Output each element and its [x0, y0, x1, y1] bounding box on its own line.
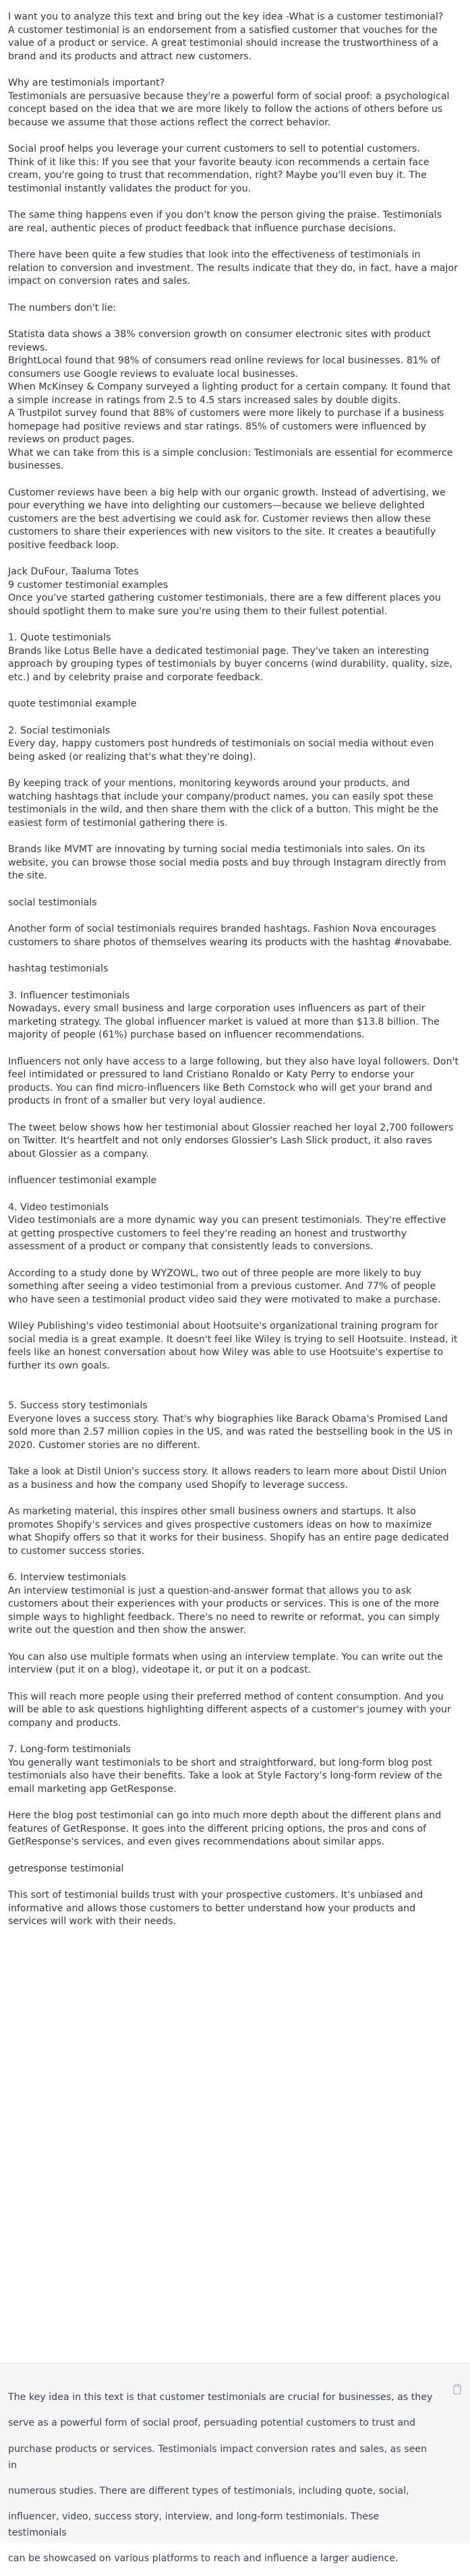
user-message-line: Here the blog post testimonial can go into much more depth about the different plans and [8, 1810, 442, 1821]
user-message-line: pour everything we have into delighting our customers—because we believe delighted [8, 500, 425, 511]
assistant-message-line: The key idea in this text is that customer testimonials are crucial for businesses, as they [8, 2392, 433, 2403]
paragraph-gap [8, 1452, 460, 1466]
user-message-line: influencer testimonial example [8, 1175, 157, 1186]
user-message-line: interview (put it on a blog), videotape it, or put it on a podcast. [8, 1665, 312, 1675]
user-message-line: positive feedback loop. [8, 539, 119, 551]
user-message-line: GetResponse's services, and even gives recommendations about similar apps. [8, 1836, 384, 1847]
paragraph-gap [8, 1386, 460, 1400]
user-message-line: customers to share photos of themselves wearing its products with the hashtag #novababe. [8, 936, 452, 948]
assistant-message-line: influencer, video, success story, interview, and long-form testimonials. These testimonials [8, 2511, 380, 2538]
paragraph-gap [8, 315, 460, 328]
user-message-line: 1. Quote testimonials [8, 632, 111, 643]
user-message-line: What we can take from this is a simple conclusion: Testimonials are essential for ecommerce [8, 447, 453, 458]
user-message-line: businesses. [8, 460, 64, 471]
user-message-line: A customer testimonial is an endorsement from a satisfied customer that vouches for the [8, 24, 438, 36]
user-message-line: Customer reviews have been a big help with our organic growth. Instead of advertising, we [8, 487, 446, 498]
user-message-line: Every day, happy customers post hundreds of testimonials on social media without even [8, 738, 434, 749]
user-message-line: email marketing app GetResponse. [8, 1783, 177, 1795]
user-message-line: quote testimonial example [8, 698, 137, 709]
user-message-line: Influencers not only have access to a large following, but they also have loyal followers. Don't [8, 1056, 459, 1067]
user-message-line: products. You can find micro-influencers like Beth Comstock who will get your brand and [8, 1082, 432, 1094]
user-message-line: consumers use Google reviews to evaluate local businesses. [8, 368, 299, 380]
paragraph-gap [8, 1796, 460, 1809]
user-message-line: Brands like MVMT are innovating by turning social media testimonials into sales. On its [8, 844, 425, 855]
user-message-line: An interview testimonial is just a question-and-answer format that allows you to ask [8, 1585, 412, 1596]
paragraph-gap [8, 63, 460, 77]
user-message-line: watching hashtags that include your company/product names, you can easily spot these [8, 791, 434, 802]
user-message-line: 5. Success story testimonials [8, 1400, 148, 1411]
user-message-line: further its own goals. [8, 1360, 110, 1371]
paragraph-gap [8, 235, 460, 249]
user-message-line: simple ways to highlight feedback. There's no need to rewrite or reformat, you can simply [8, 1611, 440, 1623]
user-message-line: Once you've started gathering customer testimonials, there are a few different places you [8, 593, 441, 603]
user-message-line: homepage had positive reviews and star ratings. 85% of customers were influenced by [8, 421, 427, 432]
user-message-line: promotes Shopify's services and gives prospective customers ideas on how to maximize [8, 1519, 432, 1530]
user-message-text [8, 11, 460, 1929]
user-message-line: According to a study done by WYZOWL, two out of three people are more likely to buy [8, 1267, 421, 1279]
user-message-line: informative and allows those customers to better understand how your products and [8, 1903, 416, 1914]
user-message-line: 9 customer testimonial examples [8, 579, 169, 591]
user-message-line: relation to conversion and investment. The results indicate that they do, in fact, have a major [8, 262, 458, 274]
paragraph-gap [8, 1373, 460, 1386]
user-message-line: to customer success stories. [8, 1545, 145, 1557]
user-message-line: a simple increase in ratings from 2.5 to 4.5 stars increased sales by double digits. [8, 394, 401, 406]
assistant-message-line: purchase products or services. Testimonials impact conversion rates and sales, as seen in [8, 2443, 428, 2471]
user-message-line: Why are testimonials important? [8, 78, 165, 88]
user-message-line: There have been quite a few studies that look into the effectiveness of testimonials in [8, 249, 421, 260]
assistant-message [0, 2363, 470, 2565]
user-message-line: This sort of testimonial builds trust with your prospective customers. It's unbiased and [8, 1890, 423, 1900]
user-message-line: Wiley Publishing's video testimonial about Hootsuite's organizational training program for [8, 1321, 438, 1331]
paragraph-gap [8, 909, 460, 923]
user-message-line: reviews. [8, 342, 48, 353]
user-message-line: approach by grouping types of testimonials by buyer concerns (wind durability, quality, size, [8, 659, 452, 669]
paragraph-gap [8, 1492, 460, 1505]
paragraph-gap [8, 552, 460, 566]
user-message-line: write out the question and then show the answer. [8, 1625, 246, 1636]
user-message-line: customers are the best advertising we could ask for. Customer reviews then allow these [8, 513, 431, 525]
user-message-line: impact on conversion rates and sales. [8, 276, 191, 287]
paragraph-gap [8, 473, 460, 487]
user-message-line: Take a look at Distil Union's success story. It allows readers to learn more about Distil Union [8, 1466, 447, 1477]
paragraph-gap [8, 1876, 460, 1889]
user-message-line: who have seen a testimonial product video said they were motivated to make a purchase. [8, 1294, 441, 1305]
user-message-line: Nowadays, every small business and large corporation uses influencers as part of their [8, 1003, 425, 1014]
user-message-line: assessment of a product or company that consistently leads to conversions. [8, 1241, 374, 1252]
user-message-line: 4. Video testimonials [8, 1201, 109, 1213]
user-message-line: reviews on product pages. [8, 434, 135, 445]
assistant-message-line: serve as a powerful form of social proof, persuading potential customers to trust and [8, 2418, 416, 2429]
user-message-line: testimonials in the wild, and then share them with the click of a button. This might be the [8, 804, 439, 815]
user-message-line: will be able to ask questions highlighting different aspects of a customer's journey with your [8, 1704, 451, 1715]
paragraph-gap [8, 711, 460, 725]
user-message-line: Everyone loves a success story. That's why biographies like Barack Obama's Promised Land [8, 1413, 448, 1425]
user-message-line: on Twitter. It's heartfelt and not only endorses Glossier's Lash Slick product, it also raves [8, 1135, 432, 1146]
user-message-line: brand and its products and attract new customers. [8, 51, 252, 62]
paragraph-gap [8, 1849, 460, 1863]
paragraph-gap [8, 830, 460, 843]
assistant-message-text [8, 2380, 433, 2576]
user-message-line: 2. Social testimonials [8, 725, 111, 736]
user-message-line: the site. [8, 870, 47, 881]
user-message-line: website, you can browse those social media posts and buy through Instagram directly from [8, 857, 446, 868]
user-message-line: about Glossier as a company. [8, 1148, 149, 1160]
user-message-line: customers to share their experiences with new visitors to the site. It creates a beautifully [8, 527, 436, 537]
paragraph-gap [8, 1108, 460, 1122]
user-message-line: at getting prospective customers to feel they're reading an honest and trustworthy [8, 1228, 407, 1239]
user-message-line: When McKinsey & Company surveyed a lighting product for a certain company. It found that [8, 382, 451, 392]
paragraph-gap [8, 1730, 460, 1743]
paragraph-gap [8, 883, 460, 897]
user-message-line: By keeping track of your mentions, monitoring keywords around your products, and [8, 778, 410, 789]
user-message-line: This will reach more people using their preferred method of content consumption. And you [8, 1691, 444, 1702]
user-message-line: I want you to analyze this text and bring out the key idea -What is a customer testimonial? [8, 11, 444, 22]
user-message-line: services will work with their needs. [8, 1916, 177, 1927]
paragraph-gap [8, 1307, 460, 1320]
paragraph-gap [8, 1188, 460, 1201]
paragraph-gap [8, 949, 460, 963]
user-message-line: feel intimidated or pressured to land Cristiano Ronaldo or Katy Perry to endorse your [8, 1069, 415, 1080]
user-message-line: BrightLocal found that 98% of consumers read online reviews for local businesses. 81% of [8, 355, 440, 366]
user-message-line: testimonials also have their benefits. Take a look at Style Factory's long-form review of the [8, 1770, 442, 1781]
user-message-line: feels like an honest conversation about how Wiley was able to use Hootsuite's expertise to [8, 1347, 444, 1358]
user-message-line: products in front of a smaller but very loyal audience. [8, 1096, 266, 1106]
user-message-line: testimonial instantly validates the product for you. [8, 183, 252, 194]
user-message-line: social testimonials [8, 897, 97, 908]
paragraph-gap [8, 764, 460, 777]
user-message-line: The numbers don't lie: [8, 302, 117, 313]
user-message-line: The tweet below shows how her testimonial about Glossier reached her loyal 2,700 followers [8, 1122, 454, 1133]
user-message-line: being asked (or realizing that's what they're doing). [8, 751, 256, 762]
user-message-line: Think of it like this: If you see that your favorite beauty icon recommends a certain face [8, 156, 430, 168]
paragraph-gap [8, 129, 460, 143]
user-message-line: A Trustpilot survey found that 88% of customers were more likely to purchase if a business [8, 408, 444, 419]
paragraph-gap [8, 289, 460, 302]
user-message-line: Social proof helps you leverage your current customers to sell to potential customers. [8, 144, 420, 154]
user-message-line: Brands like Lotus Belle have a dedicated testimonial page. They've taken an interesting [8, 645, 430, 657]
user-message-line: You can also use multiple formats when using an interview template. You can write out the [8, 1651, 443, 1663]
user-message-line: hashtag testimonials [8, 963, 109, 974]
user-message-line: Jack DuFour, Taaluma Totes [8, 566, 139, 577]
assistant-message-line: can be showcased on various platforms to reach and influence a larger audience. [8, 2553, 399, 2565]
user-message-line: as a business and how the company used Shopify to leverage success. [8, 1479, 349, 1491]
user-message-line: features of GetResponse. It goes into the different pricing options, the pros and cons of [8, 1823, 427, 1834]
paragraph-gap [8, 976, 460, 990]
user-message-line: Statista data shows a 38% conversion growth on consumer electronic sites with product [8, 329, 431, 340]
assistant-message-line: numerous studies. There are different types of testimonials, including quote, social, [8, 2485, 409, 2496]
paragraph-gap [8, 1042, 460, 1056]
user-message-line: what Shopify offers so that it works for their business. Shopify has an entire page dedicated [8, 1532, 449, 1543]
user-message-line: The same thing happens even if you don't know the person giving the praise. Testimonials [8, 210, 442, 220]
user-message-line: 7. Long-form testimonials [8, 1744, 131, 1755]
user-message-line: Video testimonials are a more dynamic way you can present testimonials. They're effective [8, 1215, 446, 1226]
user-message-line: Another form of social testimonials requires branded hashtags. Fashion Nova encourages [8, 924, 436, 934]
user-message-line: concept based on the idea that we are more likely to follow the actions of others before us [8, 104, 443, 115]
user-message-line: 2020. Customer stories are no different. [8, 1439, 200, 1451]
user-message-line: should spotlight them to make sure you're using them to their fullest potential. [8, 605, 388, 617]
user-message-line: are real, authentic pieces of product feedback that influence purchase decisions. [8, 222, 396, 234]
paragraph-gap [8, 196, 460, 209]
user-message-line: company and products. [8, 1717, 121, 1729]
user-message-line: social media is a great example. It doesn't feel like Wiley is trying to sell Hootsuite. Instead, it [8, 1334, 458, 1345]
user-message-line: majority of people (61%) purchase based on influencer recommendations. [8, 1029, 365, 1040]
user-message-line: etc.) and by celebrity praise and corporate feedback. [8, 671, 264, 683]
paragraph-gap [8, 618, 460, 632]
paragraph-gap [8, 1677, 460, 1691]
user-message-line: You generally want testimonials to be short and straightforward, but long-form blog post [8, 1757, 433, 1768]
paragraph-gap [8, 1638, 460, 1651]
user-message-line: value of a product or service. A great testimonial should increase the trustworthiness of a [8, 38, 439, 49]
user-message-line: Testimonials are persuasive because they're a powerful form of social proof: a psychological [8, 90, 450, 102]
user-message-line: getresponse testimonial [8, 1863, 124, 1874]
user-message-line: easiest form of testimonial gathering there is. [8, 817, 228, 829]
paragraph-gap [8, 1254, 460, 1267]
paragraph-gap [8, 1161, 460, 1174]
clipboard-icon[interactable] [452, 2384, 462, 2395]
user-message-line: something after seeing a video testimonial from a previous customer. And 77% of people [8, 1281, 436, 1292]
paragraph-gap [8, 1558, 460, 1571]
user-message-line: 6. Interview testimonials [8, 1572, 127, 1583]
user-message-line: marketing strategy. The global influencer market is valued at more than $13.8 billion. The [8, 1016, 440, 1027]
user-message-line: because we assume that those actions reflect the correct behavior. [8, 117, 331, 128]
user-message-line: customers about their experiences with your products or services. This is one of the more [8, 1598, 439, 1609]
user-message-line: cream, you're going to trust that recommendation, right? Maybe you'll even buy it. The [8, 170, 427, 181]
user-message-line: 3. Influencer testimonials [8, 990, 130, 1001]
user-message-line: sold more than 2.57 million copies in the US, and was rated the bestselling book in the US in [8, 1427, 452, 1437]
paragraph-gap [8, 684, 460, 698]
user-message-line: As marketing material, this inspires other small business owners and startups. It also [8, 1506, 416, 1517]
